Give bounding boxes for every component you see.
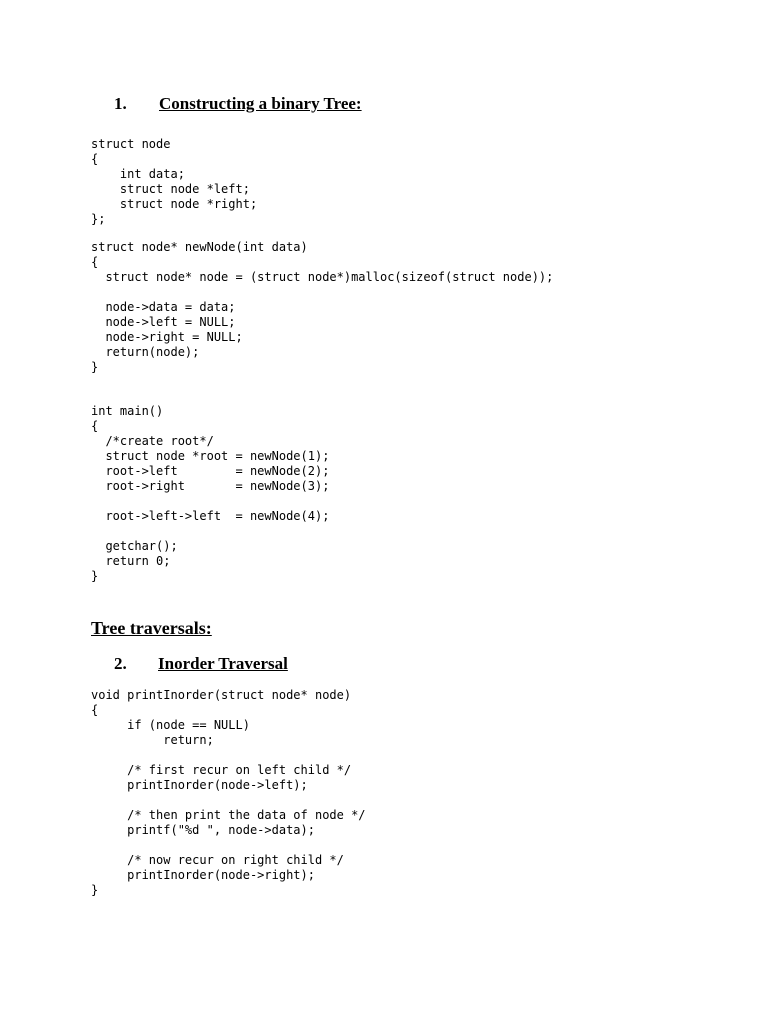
code-line: node->left = NULL; — [91, 315, 236, 329]
code-line: node->data = data; — [91, 300, 236, 314]
code-block-newnode — [91, 240, 553, 375]
code-line — [91, 494, 329, 509]
code-line: /*create root*/ — [91, 434, 214, 448]
code-line: } — [91, 883, 99, 897]
code-line: node->right = NULL; — [91, 330, 243, 344]
code-line: { — [91, 255, 99, 269]
code-line: printInorder(node->right); — [91, 868, 315, 882]
code-line: root->left = newNode(2); — [91, 464, 330, 478]
code-line: { — [91, 152, 99, 166]
code-line: struct node *root = newNode(1); — [91, 449, 330, 463]
code-line: return(node); — [91, 345, 200, 359]
code-line: return 0; — [91, 554, 171, 568]
code-line — [91, 793, 366, 808]
code-block-inorder — [91, 688, 366, 898]
code-line: struct node* newNode(int data) — [91, 240, 308, 254]
code-block-struct — [91, 137, 257, 227]
code-line: return; — [91, 733, 214, 747]
code-line: int data; — [91, 167, 185, 181]
code-line: int main() — [91, 404, 164, 418]
code-line: struct node — [91, 137, 171, 151]
code-line — [91, 524, 329, 539]
code-line: getchar(); — [91, 539, 178, 553]
code-line: if (node == NULL) — [91, 718, 250, 732]
tree-traversals-heading: Tree traversals: — [91, 618, 212, 638]
code-line: printInorder(node->left); — [91, 778, 308, 792]
code-line: struct node *right; — [91, 197, 258, 211]
code-line: struct node *left; — [91, 182, 250, 196]
code-line — [91, 748, 366, 763]
code-line: /* then print the data of node */ — [91, 808, 366, 822]
code-line: /* now recur on right child */ — [91, 853, 344, 867]
code-line: /* first recur on left child */ — [91, 763, 352, 777]
section-title: Constructing a binary Tree: — [159, 94, 362, 113]
code-line: } — [91, 360, 99, 374]
code-line: root->left->left = newNode(4); — [91, 509, 330, 523]
code-line: { — [91, 419, 99, 433]
code-line: struct node* node = (struct node*)malloc(sizeof(struct node)); — [91, 270, 554, 284]
code-line: }; — [91, 212, 106, 226]
code-line — [91, 838, 366, 853]
code-line: root->right = newNode(3); — [91, 479, 330, 493]
code-line — [91, 285, 553, 300]
code-line: void printInorder(struct node* node) — [91, 688, 352, 702]
section-number: 2. — [114, 654, 127, 673]
section-number: 1. — [114, 94, 127, 113]
code-line: { — [91, 703, 99, 717]
section-title: Inorder Traversal — [158, 654, 288, 673]
code-line: } — [91, 569, 99, 583]
code-block-main — [91, 404, 329, 584]
code-line: printf("%d ", node->data); — [91, 823, 315, 837]
